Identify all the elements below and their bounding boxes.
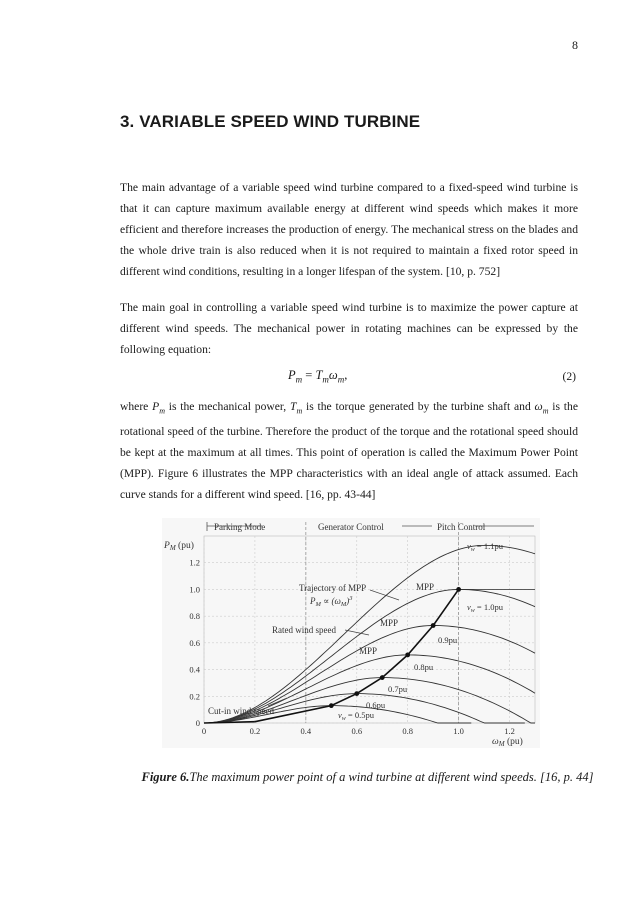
y-tick-label: 1.2	[189, 557, 200, 568]
equation-block	[120, 368, 578, 388]
mpp-point	[354, 691, 359, 696]
page-number: 8	[572, 38, 578, 52]
region-label-generator: Generator Control	[318, 522, 384, 532]
annotation-trajectory-formula: $P_M \propto (\omega_M)^3$	[310, 595, 353, 608]
mpp-chart	[162, 518, 540, 748]
x-tick-label: 0.4	[300, 726, 312, 736]
paragraph-2: The main goal in controlling a variable speed wind turbine is to maximize the power capture at different wind speeds. The mechanical power in rotating machines can be expressed by the following equation:	[120, 301, 578, 356]
x-tick-label: 0.2	[249, 726, 261, 736]
mpp-point	[405, 652, 410, 657]
y-axis-label: $P_M$ (pu)	[164, 541, 194, 552]
region-label-parking: Parking Mode	[214, 522, 266, 532]
figure-6	[162, 518, 540, 748]
x-tick-label: 0	[201, 726, 207, 736]
x-tick-label: 1.0	[453, 726, 464, 736]
annotation-mpp-upper: MPP	[416, 582, 435, 592]
y-tick-label: 0.8	[189, 611, 200, 622]
label-vw-1.0: $v_w = 1.0pu$	[467, 602, 503, 614]
mpp-point	[380, 675, 385, 680]
caption-text: The maximum power point of a wind turbine at different wind speeds. [16, p. 44]	[189, 770, 594, 784]
y-tick-label: 0	[195, 718, 200, 728]
section-heading: 3. VARIABLE SPEED WIND TURBINE	[120, 112, 421, 131]
y-tick-label: 0.2	[189, 691, 200, 702]
x-axis-label: $\omega_M$ (pu)	[492, 737, 523, 748]
label-vw-0.5: $v_w = 0.5pu$	[338, 710, 374, 722]
label-vw-0.8: 0.8pu	[414, 662, 434, 672]
figure-caption	[140, 767, 595, 787]
x-tick-label: 0.8	[402, 726, 414, 736]
mpp-point	[431, 623, 436, 628]
equation: $P_m = T_m\omega_m$,	[288, 368, 348, 385]
annotation-mpp-mid: MPP	[380, 618, 399, 628]
annotation-trajectory: Trajectory of MPP	[299, 583, 367, 593]
y-tick-label: 0.6	[189, 637, 200, 648]
paragraph-3: where $P_m$ is the mechanical power, $T_m$ is the torque generated by the turbine shaft and $\omega_m$ is the rotational speed of the turbine. Therefore the product of the torque and the rotational speed should be kept at the maximum at all times. This point of operation is called the Maximum Power Point (MPP). Figure 6 illustrates the MPP characteristics with an ideal angle of attack assumed. Each curve stands for a different wind speed. [16, pp. 43-44]	[120, 400, 578, 502]
label-vw-0.6: 0.6pu	[366, 700, 386, 710]
label-vw-0.9: 0.9pu	[438, 635, 458, 645]
equation-number: (2)	[562, 370, 576, 383]
annotation-mpp-low: MPP	[359, 646, 378, 656]
mpp-point	[329, 703, 334, 708]
y-tick-label: 0.4	[189, 664, 200, 675]
paragraph-1: The main advantage of a variable speed wind turbine compared to a fixed-speed wind turbine is that it can capture maximum available energy at different wind speeds which makes it more efficient and therefore increases the production of energy. The mechanical stress on the blades and the whole drive train is also reduced when it is not required to maintain a fixed rotor speed in different wind conditions, resulting in a longer lifespan of the system. [10, p. 752]	[120, 181, 578, 278]
label-vw-0.7: 0.7pu	[388, 684, 408, 694]
region-header	[207, 522, 534, 532]
label-vw-1.1: $v_w = 1.1pu$	[467, 541, 503, 553]
mpp-point	[456, 587, 461, 592]
y-tick-label: 1.0	[189, 584, 200, 595]
caption-label: Figure 6.	[141, 770, 190, 784]
annotation-rated: Rated wind speed	[272, 625, 336, 635]
region-label-pitch: Pitch Control	[437, 522, 486, 532]
x-tick-label: 0.6	[351, 726, 363, 736]
x-tick-label: 1.2	[504, 726, 515, 736]
annotation-cutin: Cut-in wind speed	[208, 706, 274, 716]
